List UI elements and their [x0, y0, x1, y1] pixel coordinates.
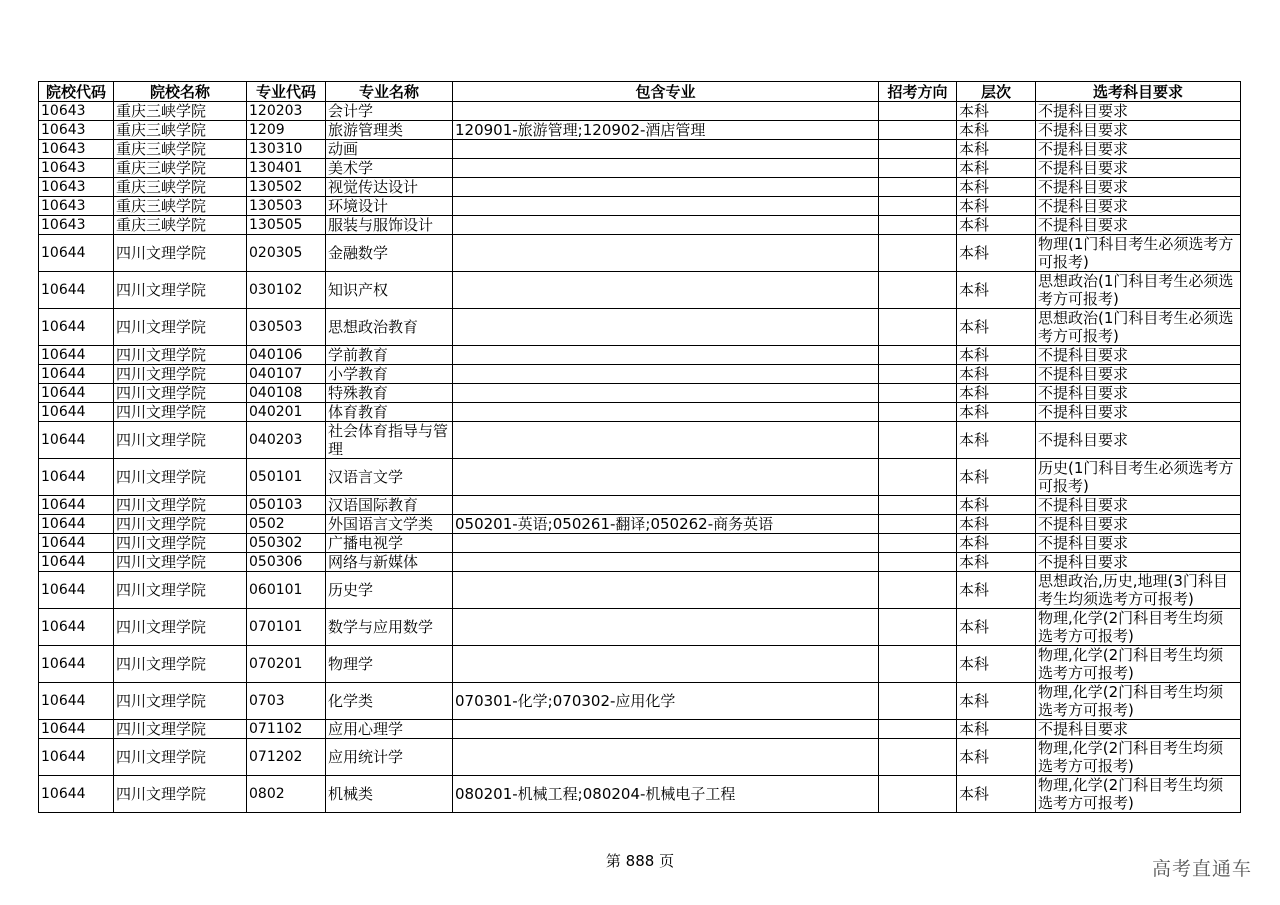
cell-school-name: 重庆三峡学院	[114, 178, 247, 197]
table-row	[39, 309, 1241, 346]
header-level: 层次	[957, 82, 1036, 102]
cell-school-name: 重庆三峡学院	[114, 216, 247, 235]
cell-school-name: 四川文理学院	[114, 534, 247, 553]
cell-school-name: 四川文理学院	[114, 384, 247, 403]
cell-major-name: 旅游管理类	[326, 121, 453, 140]
cell-school-name: 重庆三峡学院	[114, 102, 247, 121]
cell-level: 本科	[957, 216, 1036, 235]
cell-school-name: 四川文理学院	[114, 553, 247, 572]
cell-level: 本科	[957, 384, 1036, 403]
cell-school-name: 四川文理学院	[114, 739, 247, 776]
cell-major-name: 金融数学	[326, 235, 453, 272]
cell-direction	[879, 496, 957, 515]
cell-major-name: 数学与应用数学	[326, 609, 453, 646]
cell-level: 本科	[957, 739, 1036, 776]
cell-subject-requirement: 不提科目要求	[1036, 178, 1241, 197]
cell-level: 本科	[957, 309, 1036, 346]
cell-included-majors: 120901-旅游管理;120902-酒店管理	[453, 121, 879, 140]
cell-school-code: 10644	[39, 496, 114, 515]
cell-level: 本科	[957, 346, 1036, 365]
page-number: 第 888 页	[605, 852, 675, 870]
cell-included-majors: 050201-英语;050261-翻译;050262-商务英语	[453, 515, 879, 534]
cell-included-majors	[453, 178, 879, 197]
cell-direction	[879, 197, 957, 216]
cell-major-name: 机械类	[326, 776, 453, 813]
cell-school-name: 四川文理学院	[114, 720, 247, 739]
cell-direction	[879, 534, 957, 553]
cell-included-majors	[453, 140, 879, 159]
cell-included-majors	[453, 384, 879, 403]
cell-included-majors	[453, 235, 879, 272]
cell-direction	[879, 459, 957, 496]
cell-subject-requirement: 不提科目要求	[1036, 422, 1241, 459]
table-row	[39, 178, 1241, 197]
cell-major-name: 知识产权	[326, 272, 453, 309]
cell-school-code: 10644	[39, 739, 114, 776]
cell-school-name: 四川文理学院	[114, 609, 247, 646]
cell-school-code: 10644	[39, 553, 114, 572]
header-major-name: 专业名称	[326, 82, 453, 102]
cell-included-majors	[453, 403, 879, 422]
cell-school-name: 四川文理学院	[114, 776, 247, 813]
cell-subject-requirement: 物理(1门科目考生必须选考方可报考)	[1036, 235, 1241, 272]
cell-school-name: 四川文理学院	[114, 683, 247, 720]
header-direction: 招考方向	[879, 82, 957, 102]
cell-subject-requirement: 历史(1门科目考生必须选考方可报考)	[1036, 459, 1241, 496]
table-row	[39, 384, 1241, 403]
cell-subject-requirement: 物理,化学(2门科目考生均须选考方可报考)	[1036, 683, 1241, 720]
cell-school-code: 10644	[39, 646, 114, 683]
cell-major-code: 040108	[247, 384, 326, 403]
cell-level: 本科	[957, 496, 1036, 515]
table-row	[39, 609, 1241, 646]
cell-school-name: 四川文理学院	[114, 403, 247, 422]
cell-school-code: 10643	[39, 216, 114, 235]
cell-school-code: 10644	[39, 776, 114, 813]
cell-major-code: 130502	[247, 178, 326, 197]
cell-major-name: 服装与服饰设计	[326, 216, 453, 235]
cell-direction	[879, 683, 957, 720]
cell-level: 本科	[957, 515, 1036, 534]
cell-major-code: 130505	[247, 216, 326, 235]
cell-school-name: 四川文理学院	[114, 272, 247, 309]
cell-major-code: 050103	[247, 496, 326, 515]
cell-major-name: 特殊教育	[326, 384, 453, 403]
cell-school-code: 10643	[39, 178, 114, 197]
header-row	[39, 82, 1241, 102]
table-row	[39, 646, 1241, 683]
cell-school-code: 10644	[39, 272, 114, 309]
table-row	[39, 496, 1241, 515]
cell-major-code: 070201	[247, 646, 326, 683]
cell-included-majors: 080201-机械工程;080204-机械电子工程	[453, 776, 879, 813]
cell-included-majors	[453, 646, 879, 683]
cell-subject-requirement: 不提科目要求	[1036, 346, 1241, 365]
cell-major-name: 汉语国际教育	[326, 496, 453, 515]
cell-major-name: 历史学	[326, 572, 453, 609]
cell-direction	[879, 365, 957, 384]
cell-school-code: 10643	[39, 121, 114, 140]
cell-school-code: 10644	[39, 403, 114, 422]
cell-included-majors	[453, 216, 879, 235]
cell-subject-requirement: 不提科目要求	[1036, 121, 1241, 140]
cell-major-code: 130401	[247, 159, 326, 178]
table-row	[39, 422, 1241, 459]
table-row	[39, 272, 1241, 309]
cell-major-code: 040106	[247, 346, 326, 365]
cell-major-code: 130503	[247, 197, 326, 216]
cell-subject-requirement: 不提科目要求	[1036, 102, 1241, 121]
cell-school-name: 四川文理学院	[114, 572, 247, 609]
table-row	[39, 102, 1241, 121]
table-row	[39, 534, 1241, 553]
cell-subject-requirement: 思想政治(1门科目考生必须选考方可报考)	[1036, 309, 1241, 346]
cell-level: 本科	[957, 553, 1036, 572]
cell-subject-requirement: 物理,化学(2门科目考生均须选考方可报考)	[1036, 646, 1241, 683]
cell-school-code: 10643	[39, 197, 114, 216]
cell-direction	[879, 776, 957, 813]
cell-level: 本科	[957, 197, 1036, 216]
header-included-majors: 包含专业	[453, 82, 879, 102]
cell-level: 本科	[957, 140, 1036, 159]
cell-direction	[879, 739, 957, 776]
cell-major-name: 应用统计学	[326, 739, 453, 776]
cell-school-code: 10644	[39, 609, 114, 646]
cell-school-name: 四川文理学院	[114, 459, 247, 496]
cell-direction	[879, 515, 957, 534]
cell-school-code: 10644	[39, 235, 114, 272]
cell-direction	[879, 553, 957, 572]
cell-school-name: 重庆三峡学院	[114, 140, 247, 159]
cell-level: 本科	[957, 272, 1036, 309]
cell-school-code: 10644	[39, 515, 114, 534]
cell-school-name: 四川文理学院	[114, 646, 247, 683]
cell-major-name: 环境设计	[326, 197, 453, 216]
cell-major-name: 动画	[326, 140, 453, 159]
cell-major-code: 0802	[247, 776, 326, 813]
cell-subject-requirement: 不提科目要求	[1036, 159, 1241, 178]
cell-direction	[879, 720, 957, 739]
cell-included-majors	[453, 572, 879, 609]
cell-major-code: 050302	[247, 534, 326, 553]
cell-school-name: 四川文理学院	[114, 422, 247, 459]
cell-level: 本科	[957, 776, 1036, 813]
cell-direction	[879, 609, 957, 646]
table-row	[39, 197, 1241, 216]
cell-school-name: 四川文理学院	[114, 309, 247, 346]
cell-included-majors	[453, 365, 879, 384]
table-row	[39, 159, 1241, 178]
cell-subject-requirement: 不提科目要求	[1036, 365, 1241, 384]
header-subject-requirement: 选考科目要求	[1036, 82, 1241, 102]
cell-subject-requirement: 不提科目要求	[1036, 384, 1241, 403]
cell-major-code: 0502	[247, 515, 326, 534]
cell-school-code: 10644	[39, 534, 114, 553]
cell-school-name: 四川文理学院	[114, 346, 247, 365]
cell-school-name: 重庆三峡学院	[114, 159, 247, 178]
cell-direction	[879, 178, 957, 197]
cell-direction	[879, 216, 957, 235]
cell-school-code: 10644	[39, 720, 114, 739]
cell-school-code: 10644	[39, 346, 114, 365]
cell-major-code: 040203	[247, 422, 326, 459]
table-row	[39, 216, 1241, 235]
cell-included-majors	[453, 720, 879, 739]
table-row	[39, 459, 1241, 496]
cell-major-name: 思想政治教育	[326, 309, 453, 346]
cell-major-name: 会计学	[326, 102, 453, 121]
cell-school-code: 10644	[39, 459, 114, 496]
cell-school-code: 10643	[39, 159, 114, 178]
cell-school-name: 重庆三峡学院	[114, 121, 247, 140]
cell-subject-requirement: 思想政治(1门科目考生必须选考方可报考)	[1036, 272, 1241, 309]
cell-major-name: 物理学	[326, 646, 453, 683]
cell-subject-requirement: 不提科目要求	[1036, 553, 1241, 572]
cell-school-name: 重庆三峡学院	[114, 197, 247, 216]
table-row	[39, 346, 1241, 365]
table-row	[39, 572, 1241, 609]
cell-level: 本科	[957, 572, 1036, 609]
cell-level: 本科	[957, 178, 1036, 197]
cell-school-name: 四川文理学院	[114, 496, 247, 515]
header-school-name: 院校名称	[114, 82, 247, 102]
cell-included-majors	[453, 609, 879, 646]
cell-direction	[879, 159, 957, 178]
cell-level: 本科	[957, 121, 1036, 140]
cell-major-code: 040107	[247, 365, 326, 384]
cell-included-majors	[453, 422, 879, 459]
cell-direction	[879, 422, 957, 459]
cell-direction	[879, 309, 957, 346]
table-row	[39, 720, 1241, 739]
cell-major-name: 汉语言文学	[326, 459, 453, 496]
table-row	[39, 739, 1241, 776]
cell-major-name: 体育教育	[326, 403, 453, 422]
cell-direction	[879, 384, 957, 403]
cell-level: 本科	[957, 102, 1036, 121]
cell-major-code: 030102	[247, 272, 326, 309]
cell-included-majors	[453, 346, 879, 365]
header-school-code: 院校代码	[39, 82, 114, 102]
cell-major-name: 广播电视学	[326, 534, 453, 553]
cell-included-majors	[453, 272, 879, 309]
cell-level: 本科	[957, 683, 1036, 720]
cell-major-name: 小学教育	[326, 365, 453, 384]
cell-level: 本科	[957, 422, 1036, 459]
cell-direction	[879, 346, 957, 365]
cell-major-code: 120203	[247, 102, 326, 121]
cell-subject-requirement: 不提科目要求	[1036, 496, 1241, 515]
cell-direction	[879, 403, 957, 422]
cell-school-code: 10643	[39, 140, 114, 159]
header-major-code: 专业代码	[247, 82, 326, 102]
cell-level: 本科	[957, 235, 1036, 272]
cell-school-code: 10644	[39, 422, 114, 459]
cell-subject-requirement: 不提科目要求	[1036, 216, 1241, 235]
cell-subject-requirement: 不提科目要求	[1036, 403, 1241, 422]
cell-direction	[879, 646, 957, 683]
table-row	[39, 365, 1241, 384]
cell-major-name: 学前教育	[326, 346, 453, 365]
table-row	[39, 776, 1241, 813]
cell-major-code: 030503	[247, 309, 326, 346]
cell-included-majors	[453, 102, 879, 121]
table-row	[39, 683, 1241, 720]
cell-subject-requirement: 不提科目要求	[1036, 534, 1241, 553]
cell-school-code: 10643	[39, 102, 114, 121]
cell-direction	[879, 140, 957, 159]
cell-direction	[879, 102, 957, 121]
cell-school-code: 10644	[39, 384, 114, 403]
cell-school-code: 10644	[39, 683, 114, 720]
cell-level: 本科	[957, 159, 1036, 178]
cell-subject-requirement: 物理,化学(2门科目考生均须选考方可报考)	[1036, 739, 1241, 776]
cell-subject-requirement: 不提科目要求	[1036, 515, 1241, 534]
cell-included-majors	[453, 534, 879, 553]
cell-subject-requirement: 不提科目要求	[1036, 197, 1241, 216]
table-row	[39, 140, 1241, 159]
cell-major-code: 050101	[247, 459, 326, 496]
cell-included-majors	[453, 739, 879, 776]
table-row	[39, 553, 1241, 572]
cell-level: 本科	[957, 365, 1036, 384]
cell-major-code: 071202	[247, 739, 326, 776]
cell-major-code: 0703	[247, 683, 326, 720]
cell-school-code: 10644	[39, 572, 114, 609]
cell-subject-requirement: 思想政治,历史,地理(3门科目考生均须选考方可报考)	[1036, 572, 1241, 609]
cell-level: 本科	[957, 534, 1036, 553]
cell-direction	[879, 235, 957, 272]
admissions-table	[38, 81, 1241, 813]
cell-direction	[879, 272, 957, 309]
table-row	[39, 235, 1241, 272]
cell-major-code: 1209	[247, 121, 326, 140]
cell-major-name: 化学类	[326, 683, 453, 720]
cell-major-code: 060101	[247, 572, 326, 609]
cell-included-majors	[453, 496, 879, 515]
cell-major-code: 040201	[247, 403, 326, 422]
cell-included-majors	[453, 197, 879, 216]
table-row	[39, 403, 1241, 422]
cell-level: 本科	[957, 720, 1036, 739]
cell-subject-requirement: 不提科目要求	[1036, 720, 1241, 739]
cell-major-code: 071102	[247, 720, 326, 739]
cell-included-majors	[453, 159, 879, 178]
cell-subject-requirement: 不提科目要求	[1036, 140, 1241, 159]
cell-school-code: 10644	[39, 309, 114, 346]
cell-level: 本科	[957, 403, 1036, 422]
cell-major-name: 外国语言文学类	[326, 515, 453, 534]
cell-included-majors	[453, 309, 879, 346]
cell-major-code: 070101	[247, 609, 326, 646]
cell-included-majors	[453, 459, 879, 496]
cell-level: 本科	[957, 459, 1036, 496]
cell-direction	[879, 121, 957, 140]
cell-school-code: 10644	[39, 365, 114, 384]
cell-direction	[879, 572, 957, 609]
cell-school-name: 四川文理学院	[114, 365, 247, 384]
cell-level: 本科	[957, 646, 1036, 683]
cell-major-code: 020305	[247, 235, 326, 272]
cell-major-name: 美术学	[326, 159, 453, 178]
cell-school-name: 四川文理学院	[114, 515, 247, 534]
cell-school-name: 四川文理学院	[114, 235, 247, 272]
cell-included-majors: 070301-化学;070302-应用化学	[453, 683, 879, 720]
table-row	[39, 121, 1241, 140]
watermark: 高考直通车	[1151, 858, 1252, 880]
cell-major-code: 130310	[247, 140, 326, 159]
cell-major-name: 应用心理学	[326, 720, 453, 739]
cell-major-name: 社会体育指导与管理	[326, 422, 453, 459]
cell-major-name: 视觉传达设计	[326, 178, 453, 197]
cell-subject-requirement: 物理,化学(2门科目考生均须选考方可报考)	[1036, 776, 1241, 813]
cell-subject-requirement: 物理,化学(2门科目考生均须选考方可报考)	[1036, 609, 1241, 646]
cell-included-majors	[453, 553, 879, 572]
cell-major-name: 网络与新媒体	[326, 553, 453, 572]
cell-level: 本科	[957, 609, 1036, 646]
cell-major-code: 050306	[247, 553, 326, 572]
table-row	[39, 515, 1241, 534]
